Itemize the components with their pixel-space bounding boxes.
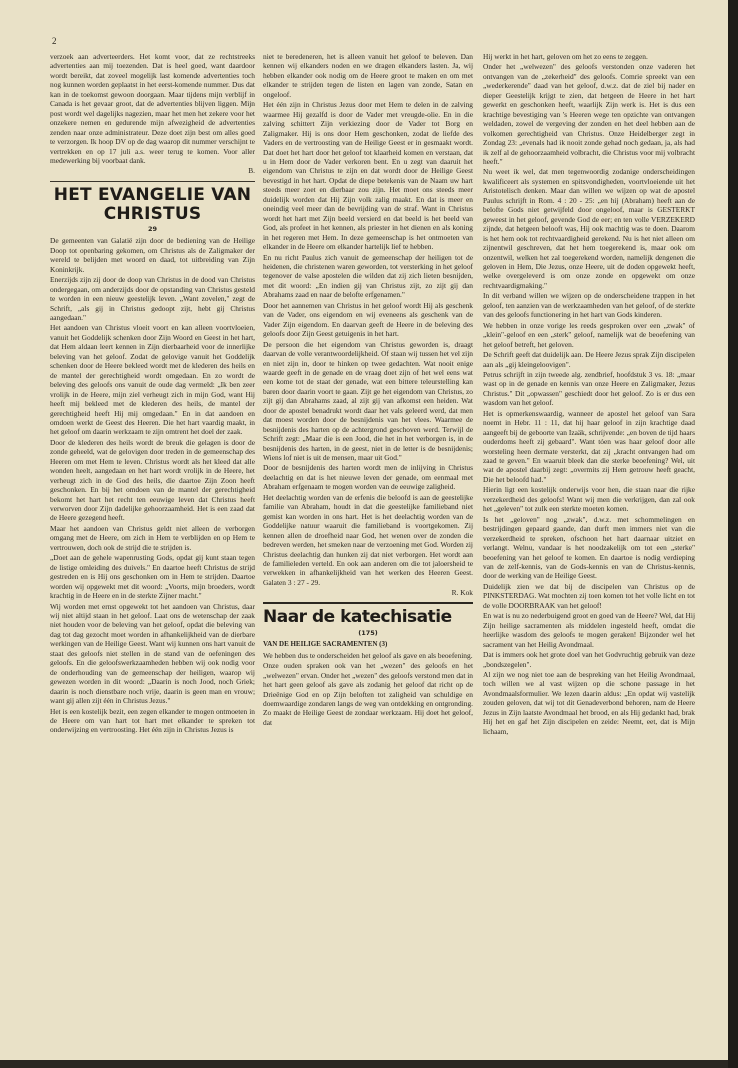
- page-edge-shadow: [728, 0, 738, 1068]
- article-paragraph: Het één zijn in Christus Jezus door met Hem te delen in de zalving waarmee Hij gezalfd is door de Vader met vreugde-olie. En in die zalving schittert Zijn verkiezing door de Vader tot Borg en Zaligmaker. Hij is ons door Hem geschonken, zodat de liefde des Vaders en de vertroosting van de Heilige Geest er in gesmaakt wordt. Dat doet het hart door het geloof tot klaarheid komen en verstaan, dat u in Hem door de Vader verkoren bent. En u zegt van daaruit het eigendom van Christus te zijn en dat wordt door de Heilige Geest bevestigd in het hart. Opdat de diepe betekenis van de Naam uw hart steeds meer zoet en dierbaar zou zijn. Het moet ons steeds meer duidelijk worden dat Hij Zijn volk zalig maakt. En dat is meer en oneindig veel meer dan de bevrijding van de straf. Want in Christus wordt het hart met Zijn beeld versierd en dat beeld is het beeld van God, als profeet in het kennen, als priester in het dienen en als koning in het regeren met Hem. In deze gemeenschap is het ontmoeten van elkander in de Heere om elkander hartelijk lief te hebben.: [263, 100, 473, 252]
- article-paragraph: Door het aannemen van Christus in het geloof wordt Hij als geschenk van de Vader, ons eigendom en wij eveneens als geschenk van de Vader Zijn eigendom. En daarvan geeft de Heere in de beleving des geloofs door Zijn Geest getuigenis in het hart.: [263, 300, 473, 339]
- section-paragraph: Dat is immers ook het grote doel van het Godvruchtig gebruik van deze „bondszegelen".: [483, 650, 695, 669]
- article-signature: R. Kok: [451, 588, 473, 598]
- section-paragraph: Nu weet ik wel, dat men tegenwoordig zodanige onderscheidingen kwalificeert als systemen en spitsvondigheden, voortvloeiende uit het Aristotelisch denken. Maar dan willen we wijzen op wat de apostel Paulus schrijft in Rom. 4 : 20 - 25: „en hij (Abraham) heeft aan de belofte Gods niet getwijfeld door ongeloof, maar is GESTERKT geweest in het geloof, gevende God de eer; en ten volle VERZEKERD zijnde, dat hetgeen belooft was, Hij ook machtig was te doen. Daarom is het hem ook tot rechtvaardigheid gerekend. Nu is het niet alleen om zijnentwil geschreven, dat het hem toegerekend is, maar ook om onzentwil, welken het zal toegerekend worden, namelijk dengenen die geloven in Hem, Die Jezus, onze Heere, uit de doden opgewekt heeft, welke overgeleverd is om onze zonde en opgewekt om onze rechtvaardigmaking.": [483, 167, 695, 290]
- section-paragraph: Al zijn we nog niet toe aan de bespreking van het Heilig Avondmaal, toch willen we al vast wijzen op die schone passage in het Avondmaalsformulier. We lezen daarin aldus: „En opdat wij vastelijk zouden geloven, dat wij tot dit Genadeverbond behoren, nam de Heere Jezus in Zijn laatste Avondmaal het brood, en als Hij gedankt had, brak Hij het en gaf het Zijn discipelen en zeide: Neemt, eet, dat is Mijn lichaam,: [483, 670, 695, 736]
- article-paragraph: Door de klederen des heils wordt de breuk die gelagen is door de zonde geheeld, wat de gelovigen door treden in de gemeenschap des Heeren om met Hem te leven. Christus wordt als het kleed dat alle wonden heelt, aangedaan en het hart wordt vrolijk in de Heere, het verheugt zich in de God des heils, die daartoe Zijn Zoon heeft geschonken. En bij het omdoen van de mantel der gerechtigheid bekomt het hart het recht ten eeuwige leven dat Christus heeft verworven door Zijn dadelijke gehoorzaamheid. Het is een zaad dat de Heere gezegend heeft.: [50, 437, 255, 523]
- section-paragraph: En wat is nu zo nederbuigend groot en goed van de Heere? Wel, dat Hij Zijn heilige sacramenten als middelen ingesteld heeft, omdat die heerlijke wasdom des geloofs te mogen geraken! Bijzonder wel het sacrament van het Heilig Avondmaal.: [483, 611, 695, 649]
- article-title: HET EVANGELIE VAN CHRISTUS: [53, 184, 252, 224]
- section-paragraph: In dit verband willen we wijzen op de onderscheidene trappen in het geloof, ten aanzien van de werkzaamheden van het geloof, of de sterkte van des geloofs functionering in het hart van Gods kinderen.: [483, 291, 695, 320]
- section-number: (175): [358, 628, 378, 637]
- article-paragraph: En nu richt Paulus zich vanuit de gemeenschap der heiligen tot de heidenen, die christenen waren geworden, tot versterking in het geloof tegenover de valse apostelen die wilden dat zij zich lieten besnijden, met dit woord: „En indien gij van Christus zijt, zo zijt gij dan Abrahams zaad en naar de belofte erfgenamen.": [263, 252, 473, 300]
- column-2: [263, 52, 473, 1046]
- section-paragraph: Onder het „welwezen" des geloofs verstonden onze vaderen het ontvangen van de „zekerheid" des geloofs. Comrie spreekt van een „wederkerende" daad van het geloof, d.w.z. dat de ziel bij nader en dieper Geestelijk krijgt te zien, dat hetgeen de Heere in het hart gewerkt en geschonken heeft, waarlijk Zijn werk is. Het is dus een krachtige bevestiging van 's Heeren wege ten opzichte van ontvangen weldaden, zowel de vergeving der zonden en het deel hebben aan de volkomen gerechtigheid van Christus. Onze Heidelberger zegt in Zondag 23: „evenals had ik nooit zonde gehad noch gedaan, ja, als had ik zelf al de gehoorzaamheid volbracht, die Christus voor mij volbracht heeft.": [483, 62, 695, 166]
- article-paragraph: Het aandoen van Christus vloeit voort en kan alleen voortvloeien, vanuit het Goddelijk schenken door Zijn Woord en Geest in het hart, dat Hem aldaan leert kennen in Zijn dierbaarheid voor de innerlijke beleving van het geloof. Zodat de gelovige vanuit het Goddelijk schenken door de Heere bekleed wordt met de klederen des heils en de mantel der gerechtigheid wordt omgedaan. En zo wordt de beleving des geloofs ons vanuit de oude dag vermeld: „Ik ben zeer vrolijk in de Heere, mijn ziel verheugt zich in mijn God, want Hij heeft mij bekleed met de klederen des heils, de mantel der gerechtigheid heeft Hij mij omgedaan." En in dat aandoen en omdoen werkt de Geest des Heeren. Die het hart vaardig maakt, in het geloof om daarin werkzaam te zijn omtrent het doel der zaak.: [50, 323, 255, 437]
- article-paragraph: Door de besnijdenis des harten wordt men de inlijving in Christus deelachtig en dat is het nieuwe leven der genade, om eenmaal met Abraham erfgenaam te mogen worden van de eeuwige zaligheid.: [263, 463, 473, 492]
- section-paragraph: We hebben in onze vorige les reeds gesproken over een „zwak" of „klein"-geloof en een „sterk" geloof, namelijk wat de beoefening van het geloof betreft, het geloven.: [483, 320, 695, 349]
- intro-paragraph: verzoek aan adverteerders. Het komt voor, dat ze rechtstreeks advertenties aan mij toezenden. Dat is heel goed, want daardoor wordt bereikt, dat zoveel mogelijk last komende advertenties toch nog kunnen worden geplaatst in het eerst-komende nummer. Dus dat kan in de toekomst gewoon doorgaan. Maar tijdens mijn verblijf in Canada is het gevaar groot, dat de advertenties blijven liggen. Mijn post wordt wel dagelijks nagezien, maar het men het zekere voor het onzekere nemen en gedurende mijn afwezigheid de advertenties zenden naar onze administrateur. Deze doet zijn best om alles goed te verzorgen. Ik hoop DV op de dag waarop dit nummer verschijnt te vertrekken en op 17 juli a.s. weer terug te komen. Voor aller medewerking bij voorbaat dank.: [50, 52, 255, 165]
- section-paragraph: Petrus schrijft in zijn tweede alg. zendbrief, hoofdstuk 3 vs. 18: „maar wast op in de genade en kennis van onze Heere en Zaligmaker, Jezus Christus." Dit „opwassen" geschiedt door het geloof. Zo is er dus een wasdom van het geloof.: [483, 369, 695, 408]
- section-paragraph: De Schrift geeft dat duidelijk aan. De Heere Jezus sprak Zijn discipelen aan als „gij kleingeloovigen".: [483, 350, 695, 369]
- section-paragraph: Het is opmerkenswaardig, wanneer de apostel het geloof van Sara noemt in Hebr. 11 : 11, dat hij haar geloof in zijn krachtige daad aangeeft bij de geboorte van Izaäk, schrijvende: „en boven de tijd haars ouderdoms heeft zij gebaard". Want tóen was haar geloof door alle worsteling heen dermate versterkt, dat zij „kracht ontvangen had om zaad te geven." En waaruit bleek dan die sterke beoefening? Wel, uit wat de apostel daarbij zegt: „overmits zij Hem getrouw heeft geacht, Die het beloofd had.": [483, 408, 695, 484]
- article-paragraph: De gemeenten van Galatië zijn door de bediening van de Heilige Doop tot openbaring gekomen, om Christus als de Zaligmaker der wereld te belijden met woord en daad, tot uitbreiding van Zijn Koninkrijk.: [50, 236, 255, 274]
- article-number: 29: [147, 224, 158, 233]
- section-paragraph: Duidelijk zien we dat bij de discipelen van Christus op de PINKSTERDAG. Wat mochten zij toen komen tot het volle licht en tot de volle DOORBRAAK van het geloof!: [483, 581, 695, 610]
- section-paragraph: Is het „geloven" nog „zwak", d.w.z. met schommelingen en bestrijdingen gepaard gaande, dan durft men immers niet van die verzekerdheid te spreken, ofschoon het hart daarnaar uitziet en verlangt. Welnu, vandaar is het noodzakelijk om tot een „sterke" beoefening van het geloof te komen. En daartoe is nodig verdieping van de zelf-kennis, van de Gods-kennis en van de Christus-kennis, door de werking van de Heilige Geest.: [483, 514, 695, 581]
- article-paragraph: Enerzijds zijn zij door de doop van Christus in de dood van Christus ondergegaan, om anderzijds door de opstanding van Christus gesteld te worden in een nieuw geestelijk leven. „Want zovelen," zegt de Schrift, „als gij in Christus gedoopt zijt, hebt gij Christus aangedaan.": [50, 275, 255, 322]
- section-paragraph: Hij werkt in het hart, geloven om het zo eens te zeggen.: [483, 52, 648, 61]
- article-paragraph: Maar het aandoen van Christus geldt niet alleen de verborgen omgang met de Heere, om zich in Hem te verblijden en op Hem te vertrouwen, doch ook de strijd die te strijden is.: [50, 523, 255, 552]
- article-paragraph: Wij worden met ernst opgewekt tot het aandoen van Christus, daar wij niet altijd staan in het geloof. Laat ons de wetenschap der zaak niet houden voor de beleving van het geloof, opdat die beleving van dag tot dag gezocht moet worden in afhankelijkheid van de dierbare werkingen van de Heilige Geest. Want wij kunnen ons hart vanuit de staat des geloofs niet stellen in de stand van de oefeningen des geloofs. En die geloofswerkzaamheden hebben wij ook nodig voor de onderhouding van de gemeenschap der heiligen, waarop wij gewezen worden in dit woord: „Daarin is noch Jood, noch Griek; daarin is noch dienstbare noch vrije, daarin is geen man en vrouw; want gij allen zijt één in Christus Jezus.": [50, 601, 255, 706]
- article-paragraph: „Doet aan de gehele wapenrusting Gods, opdat gij kunt staan tegen de listige omleiding des duivels." En daartoe heeft Christus de strijd gestreden en is Hij ons geschonken om in Hem te strijden. Daartoe worden wij opgewekt met dit woord: „Voorts, mijn broeders, wordt krachtig in de Heere en in de sterkte Zijner macht.": [50, 553, 255, 601]
- article-paragraph: Het deelachtig worden van de erfenis die beloofd is aan de geestelijke familie van Abraham, houdt in dat die geestelijke familieband niet gemist kan worden in ons hart. Het is het deelachtig worden van de Goddelijke natuur waaruit die familieband is voortgekomen. Zij kennen allen de droefheid naar God, het wenen over de zonden die bedreven werden, het smeken naar de verzoening met God. Worden zij Christus deelachtig dan hunken zij dat niet verborgen. Het wordt aan de familieleden verteld. En ook aan anderen om die tot jaloersheid te verwekken in afhankelijkheid van het werken des Heeren Geest. Galaten 3 : 27 - 29.: [263, 492, 473, 587]
- section-paragraph: We hebben dus te onderscheiden het geloof als gave en als beoefening.: [263, 650, 473, 660]
- section-paragraph: Hierin ligt een kostelijk onderwijs voor hen, die staan naar die rijke verzekerdheid des geloofs! Want wij men die verkrijgen, dan zal ook het „geleven" tot zulk een sterkte moeten komen.: [483, 485, 695, 514]
- section-paragraph: Onze ouden spraken ook van het „wezen" des geloofs en het „welwezen" ervan. Onder het „wezen" des geloofs verstond men dat in het hart geen geloof als gave als zodanig het geloof dat richt op de Drieënige God en op Zijn beloften tot zaligheid van schuldige en doemwaardige zondaren langs de weg van ontdekking en ontgronding. Zo maakt de Heilige Geest de zondaar werkzaam. Hij doet het geloof, dat: [263, 661, 473, 727]
- divider: [50, 181, 255, 182]
- column-1: [50, 52, 255, 1046]
- column-3: [483, 52, 695, 1046]
- section-title: Naar de katechisatie: [263, 602, 473, 627]
- article-paragraph: niet te beredeneren, het is alleen vanuit het geloof te beleven. Dan kennen wij elkanders noden en we dragen elkanders lasten. Ja, wij hebben elkander ook nodig om de Heere groot te maken en om met elkander te strijden tegen de listen en lagen van zonde, Satan en ongeloof.: [263, 52, 473, 99]
- intro-signature: B.: [248, 166, 255, 176]
- article-paragraph: Het is een kostelijk bezit, een zegen elkander te mogen ontmoeten in de Heere om van hart tot hart met elkander te spreken tot onderwijzing en vertroosting. Het één zijn in Christus Jezus is: [50, 706, 255, 735]
- article-paragraph: De persoon die het eigendom van Christus geworden is, draagt daarvan de volle verantwoordelijkheid. Of staan wij tussen het vel zijn en niet zijn in, door te hinken op twee gedachten. Wat nooit enige waarde geeft in de genade en de vraag doet zijn of het wel eens wat een kome tot de staat der genade, wat een bittere teleurstelling kan baren door daarin voort te gaan. Zijt ge het eigendom van Christus, zo zijt gij dan Abrahams zaad, al zijt gij van afkomst een heiden. Wat door de apostel benadrukt wordt daar het vals geleerd werd, dat men dat moest worden door de besnijdenis van het vlees. Waarmee de besnijdenis des harten op de achtergrond geschoven werd. Terwijl de Schrift zegt: „Maar die is een Jood, die het in het verborgen is, in de besnijdenis des harten, in de geest, niet in de letter is de besnijdenis; Wiens lof niet is uit de mensen, maar uit God.": [263, 339, 473, 463]
- section-subtitle: VAN DE HEILIGE SACRAMENTEN (3): [263, 640, 388, 649]
- page-number: 2: [52, 36, 57, 46]
